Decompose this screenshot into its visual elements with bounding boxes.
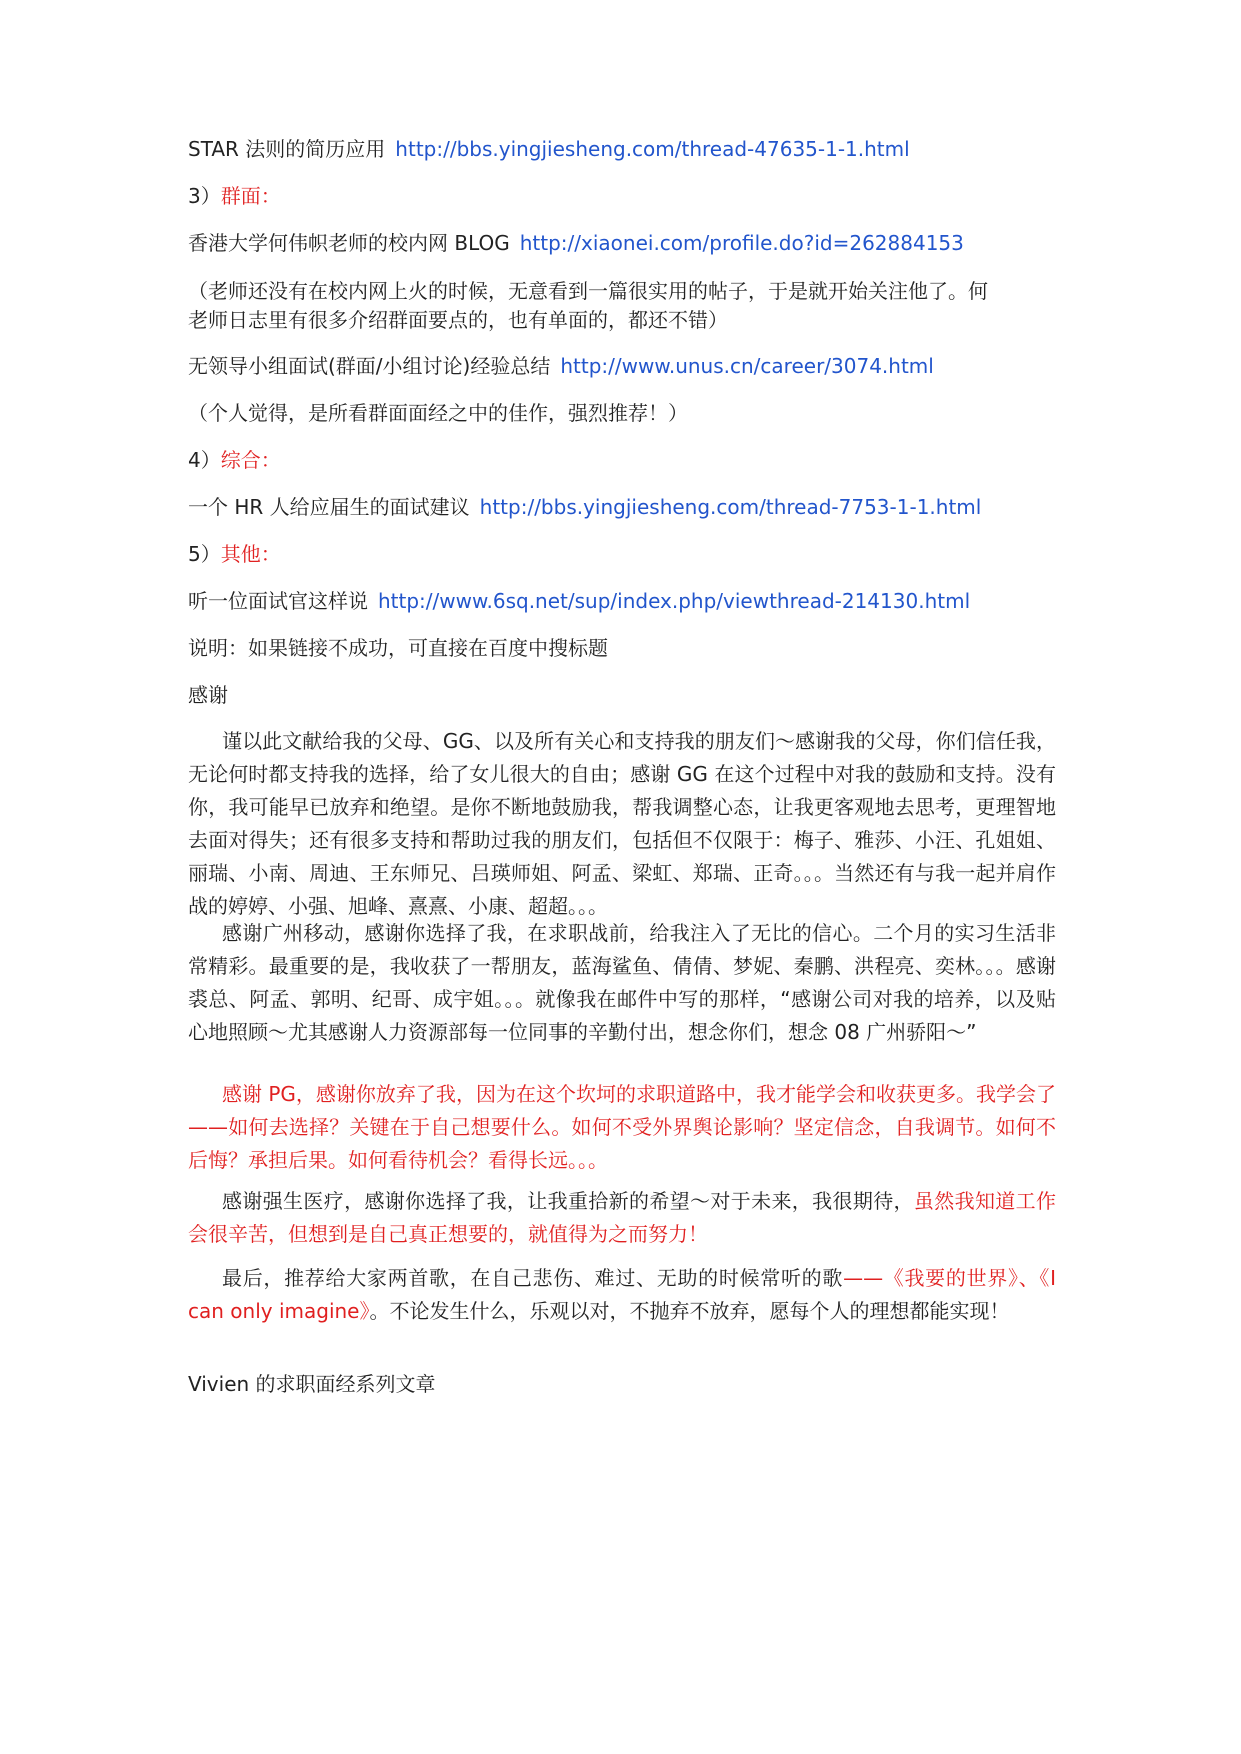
explain-note: 说明：如果链接不成功，可直接在百度中搜标题 (188, 636, 608, 660)
thanks-paragraph-2: 感谢广州移动，感谢你选择了我，在求职战前，给我注入了无比的信心。二个月的实习生活非常精彩。最重要的是，我收获了一帮朋友，蓝海鲨鱼、倩倩、梦妮、秦鹏、洪程亮、奕林。。。感谢裘总、阿孟、郭明、纪哥、成宇姐。。。就像我在邮件中写的那样，“感谢公司对我的培养，以及贴心地照顾～尤其感谢人力资源部每一位同事的辛勤付出，想念你们，想念 08 广州骄阳～” (188, 921, 1056, 1044)
hr-line (188, 494, 1068, 520)
thanks-heading: 感谢 (188, 683, 228, 707)
unus-line (188, 353, 1068, 379)
section-4-heading (188, 447, 1068, 473)
thanks-paragraph-5 (188, 1262, 1056, 1328)
sq-label: 听一位面试官这样说 (188, 589, 368, 613)
thanks-p5-songs: ——《我要的世界》、《I can only imagine》 (188, 1266, 1057, 1323)
section-5-heading (188, 541, 1068, 567)
thanks-p4-highlight: 虽然我知道工作会很辛苦，但想到是自己真正想要的，就值得为之而努力！ (188, 1189, 1057, 1246)
star-link[interactable]: http://bbs.yingjiesheng.com/thread-47635-1-1.html (395, 137, 910, 161)
section-3-number: 3） (188, 184, 221, 208)
thanks-p5-text-2: 。不论发生什么，乐观以对，不抛弃不放弃，愿每个人的理想都能实现！ (369, 1299, 1010, 1323)
blog-note-line-2: 老师日志里有很多介绍群面要点的，也有单面的，都还不错） (188, 308, 728, 332)
thanks-paragraph-1: 谨以此文献给我的父母、GG、以及所有关心和支持我的朋友们～感谢我的父母，你们信任我，无论何时都支持我的选择，给了女儿很大的自由；感谢 GG 在这个过程中对我的鼓励和支持。没有你，我可能早已放弃和绝望。是你不断地鼓励我，帮我调整心态，让我更客观地去思考，更理智地去面对得失；还有很多支持和帮助过我的朋友们，包括但不仅限于：梅子、雅莎、小汪、孔姐姐、丽瑞、小南、周迪、王东师兄、吕瑛师姐、阿孟、梁虹、郑瑞、正奇。。。当然还有与我一起并肩作战的婷婷、小强、旭峰、熹熹、小康、超超。。。 (188, 729, 1056, 918)
sq-link[interactable]: http://www.6sq.net/sup/index.php/viewthread-214130.html (378, 589, 971, 613)
thanks-paragraph-4 (188, 1185, 1056, 1251)
hr-label: 一个 HR 人给应届生的面试建议 (188, 495, 470, 519)
blog-label: 香港大学何伟帜老师的校内网 BLOG (188, 231, 510, 255)
sq-line (188, 588, 1068, 614)
unus-label: 无领导小组面试(群面/小组讨论)经验总结 (188, 354, 551, 378)
section-4-number: 4） (188, 448, 221, 472)
section-5-title: 其他： (220, 542, 281, 566)
star-label: STAR 法则的简历应用 (188, 137, 386, 161)
section-5-number: 5） (188, 542, 221, 566)
thanks-p5-text-1: 最后，推荐给大家两首歌，在自己悲伤、难过、无助的时候常听的歌 (222, 1266, 844, 1290)
blog-line (188, 230, 1068, 256)
blog-note-line-1: （老师还没有在校内网上火的时候，无意看到一篇很实用的帖子，于是就开始关注他了。何 (188, 279, 988, 303)
series-footer: Vivien 的求职面经系列文章 (188, 1372, 436, 1396)
blog-link[interactable]: http://xiaonei.com/profile.do?id=262884153 (519, 231, 964, 255)
section-4-title: 综合： (220, 448, 281, 472)
star-line (188, 136, 1068, 162)
unus-link[interactable]: http://www.unus.cn/career/3074.html (560, 354, 934, 378)
section-3-title: 群面： (220, 184, 281, 208)
unus-note: （个人觉得，是所看群面面经之中的佳作，强烈推荐！） (188, 401, 688, 425)
thanks-paragraph-3: 感谢 PG，感谢你放弃了我，因为在这个坎坷的求职道路中，我才能学会和收获更多。我学会了——如何去选择？关键在于自己想要什么。如何不受外界舆论影响？坚定信念，自我调节。如何不后悔？承担后果。如何看待机会？看得长远。。。 (188, 1082, 1056, 1172)
hr-link[interactable]: http://bbs.yingjiesheng.com/thread-7753-1-1.html (479, 495, 982, 519)
section-3-heading (188, 183, 1068, 209)
thanks-p4-text: 感谢强生医疗，感谢你选择了我，让我重拾新的希望～对于未来，我很期待， (222, 1189, 914, 1213)
